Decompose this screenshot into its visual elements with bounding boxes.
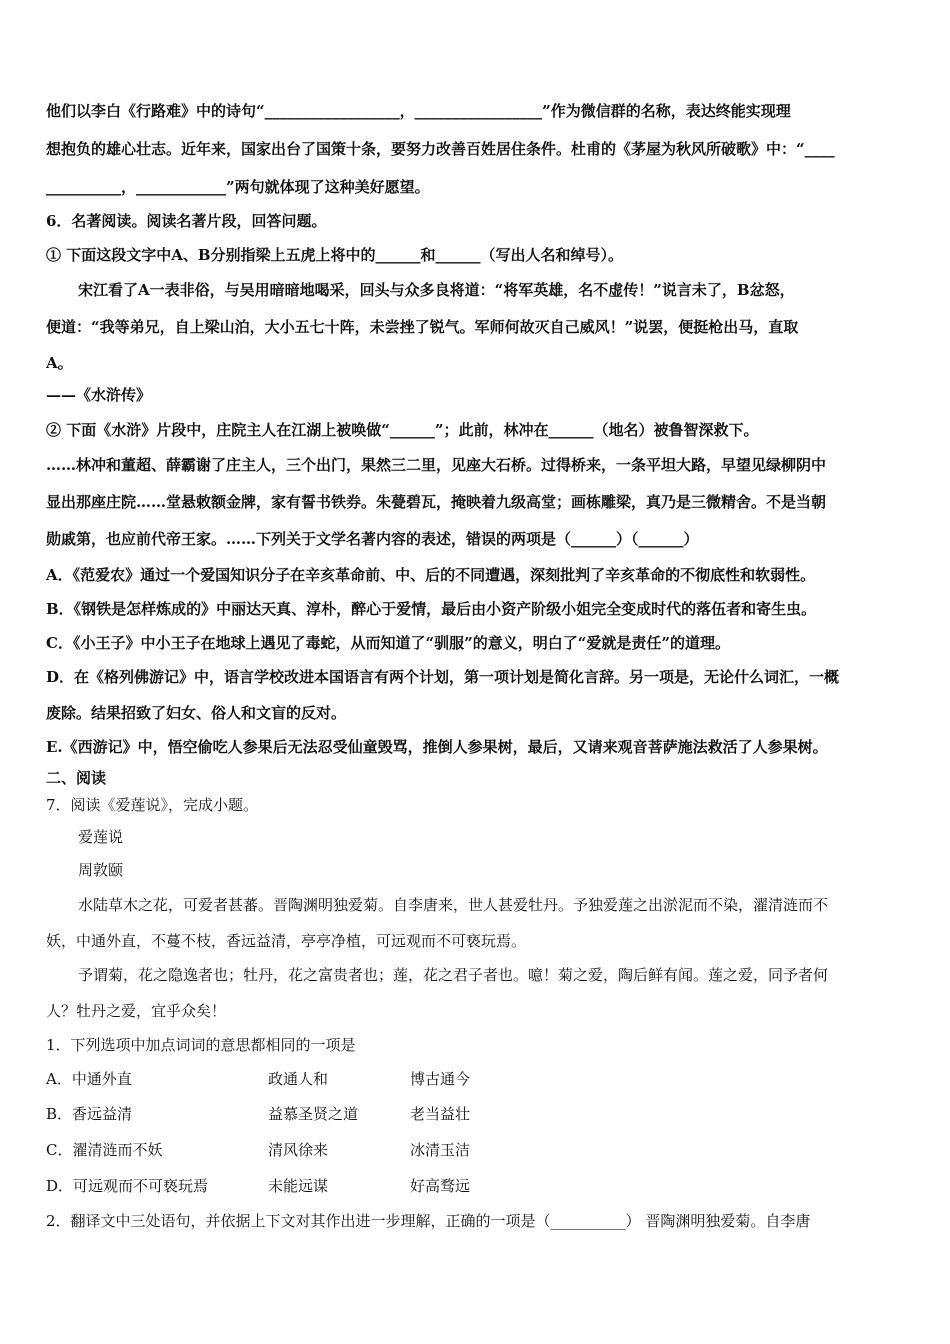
choice-a: A．《范爱农》通过一个爱国知识分子在辛亥革命前、中、后的不同遭遇，深刻批判了辛亥革命的不彻底性和软弱性。 [46,566,816,584]
choice-c: C．《小王子》中小王子在地球上遇见了毒蛇，从而知道了“驯服”的意义，明白了“爱就是责任”的道理。 [46,634,730,652]
text-line: ① 下面这段文字中A、B分别指梁上五虎上将中的______和______（写出人名和绰号）。 [46,246,624,264]
text-line: 他们以李白《行路难》中的诗句“__________________，_________________”作为微信群的名称，表达终能实现理 [46,102,791,120]
text-line: 妖，中通外直，不蔓不枝，香远益清，亭亭净植，可远观而不可亵玩焉。 [46,932,527,950]
option-label: A．中通外直 [46,1070,132,1088]
option-word: 好高骛远 [410,1177,471,1195]
option-word: 益慕圣贤之道 [268,1105,359,1123]
option-word: 冰清玉洁 [410,1141,471,1159]
source-citation: ——《水浒传》 [46,386,152,404]
text-line: 显出那座庄院……堂悬敕额金牌，家有誓书铁券。朱甍碧瓦，掩映着九级高堂；画栋雕梁，真乃是三微精舍。不是当朝 [46,493,827,511]
question-7-heading: 7．阅读《爱莲说》，完成小题。 [46,796,259,814]
question-6-heading: 6．名著阅读。阅读名著片段，回答问题。 [46,212,327,230]
option-label: C．濯清涟而不妖 [46,1141,163,1159]
poem-title: 爱莲说 [78,828,124,846]
text-line: A。 [46,354,73,372]
option-word: 政通人和 [268,1070,329,1088]
text-line: 想抱负的雄心壮志。近年来，国家出台了国策十条，要努力改善百姓居住条件。杜甫的《茅屋为秋风所破歌》中：“____ [46,140,835,158]
text-line: 水陆草木之花，可爱者甚蕃。晋陶渊明独爱菊。自李唐来，世人甚爱牡丹。予独爱莲之出淤泥而不染，濯清涟而不 [78,896,829,914]
option-word: 未能远谋 [268,1177,329,1195]
choice-e: E.《西游记》中，悟空偷吃人参果后无法忍受仙童毁骂，推倒人参果树，最后，又请来观音菩萨施法救活了人参果树。 [46,738,828,756]
choice-b: B．《钢铁是怎样炼成的》中丽达天真、淳朴，醉心于爱情，最后由小资产阶级小姐完全变成时代的落伍者和寄生虫。 [46,600,817,618]
option-word: 清风徐来 [268,1141,329,1159]
option-word: 老当益壮 [410,1105,471,1123]
section-heading: 二、阅读 [46,769,107,787]
option-word: 博古通今 [410,1070,471,1088]
sub-question-2: 2．翻译文中三处语句，并依据上下文对其作出进一步理解，正确的一项是（__________） 晋陶渊明独爱菊。自李唐 [46,1212,811,1230]
option-label: D．可远观而不可亵玩焉 [46,1177,209,1195]
text-line: ② 下面《水浒》片段中，庄院主人在江湖上被唤做“______”；此前，林冲在______（地名）被鲁智深救下。 [46,421,759,439]
text-line: 便道：“我等弟兄，自上梁山泊，大小五七十阵，未尝挫了锐气。军师何故灭自己威风！”说罢，便挺枪出马，直取 [46,318,799,336]
text-line: 宋江看了A一表非俗，与吴用暗暗地喝采，回头与众多良将道：“将军英雄，名不虚传！”说言未了，B忿怒， [78,281,795,299]
text-line: 勋戚第，也应前代帝王家。……下列关于文学名著内容的表述，错误的两项是（______）（______） [46,530,699,548]
sub-question-1: 1．下列选项中加点词词的意思都相同的一项是 [46,1036,356,1054]
text-line: 人？牡丹之爱，宜乎众矣！ [46,1002,227,1020]
choice-d: D．在《格列佛游记》中，语言学校改进本国语言有两个计划，第一项计划是简化言辞。另一项是，无论什么词汇，一概 [46,668,840,686]
text-line: 废除。结果招致了妇女、俗人和文盲的反对。 [46,704,347,722]
text-line: __________，____________”两句就体现了这种美好愿望。 [46,178,430,196]
text-line: 予谓菊，花之隐逸者也；牡丹，花之富贵者也；莲，花之君子者也。噫！菊之爱，陶后鲜有闻。莲之爱，同予者何 [78,966,829,984]
option-label: B．香远益清 [46,1105,133,1123]
poem-author: 周敦颐 [78,861,124,879]
text-line: ……林冲和董超、薛霸谢了庄主人，三个出门，果然三二里，见座大石桥。过得桥来，一条平坦大路，早望见绿柳阴中 [46,456,827,474]
